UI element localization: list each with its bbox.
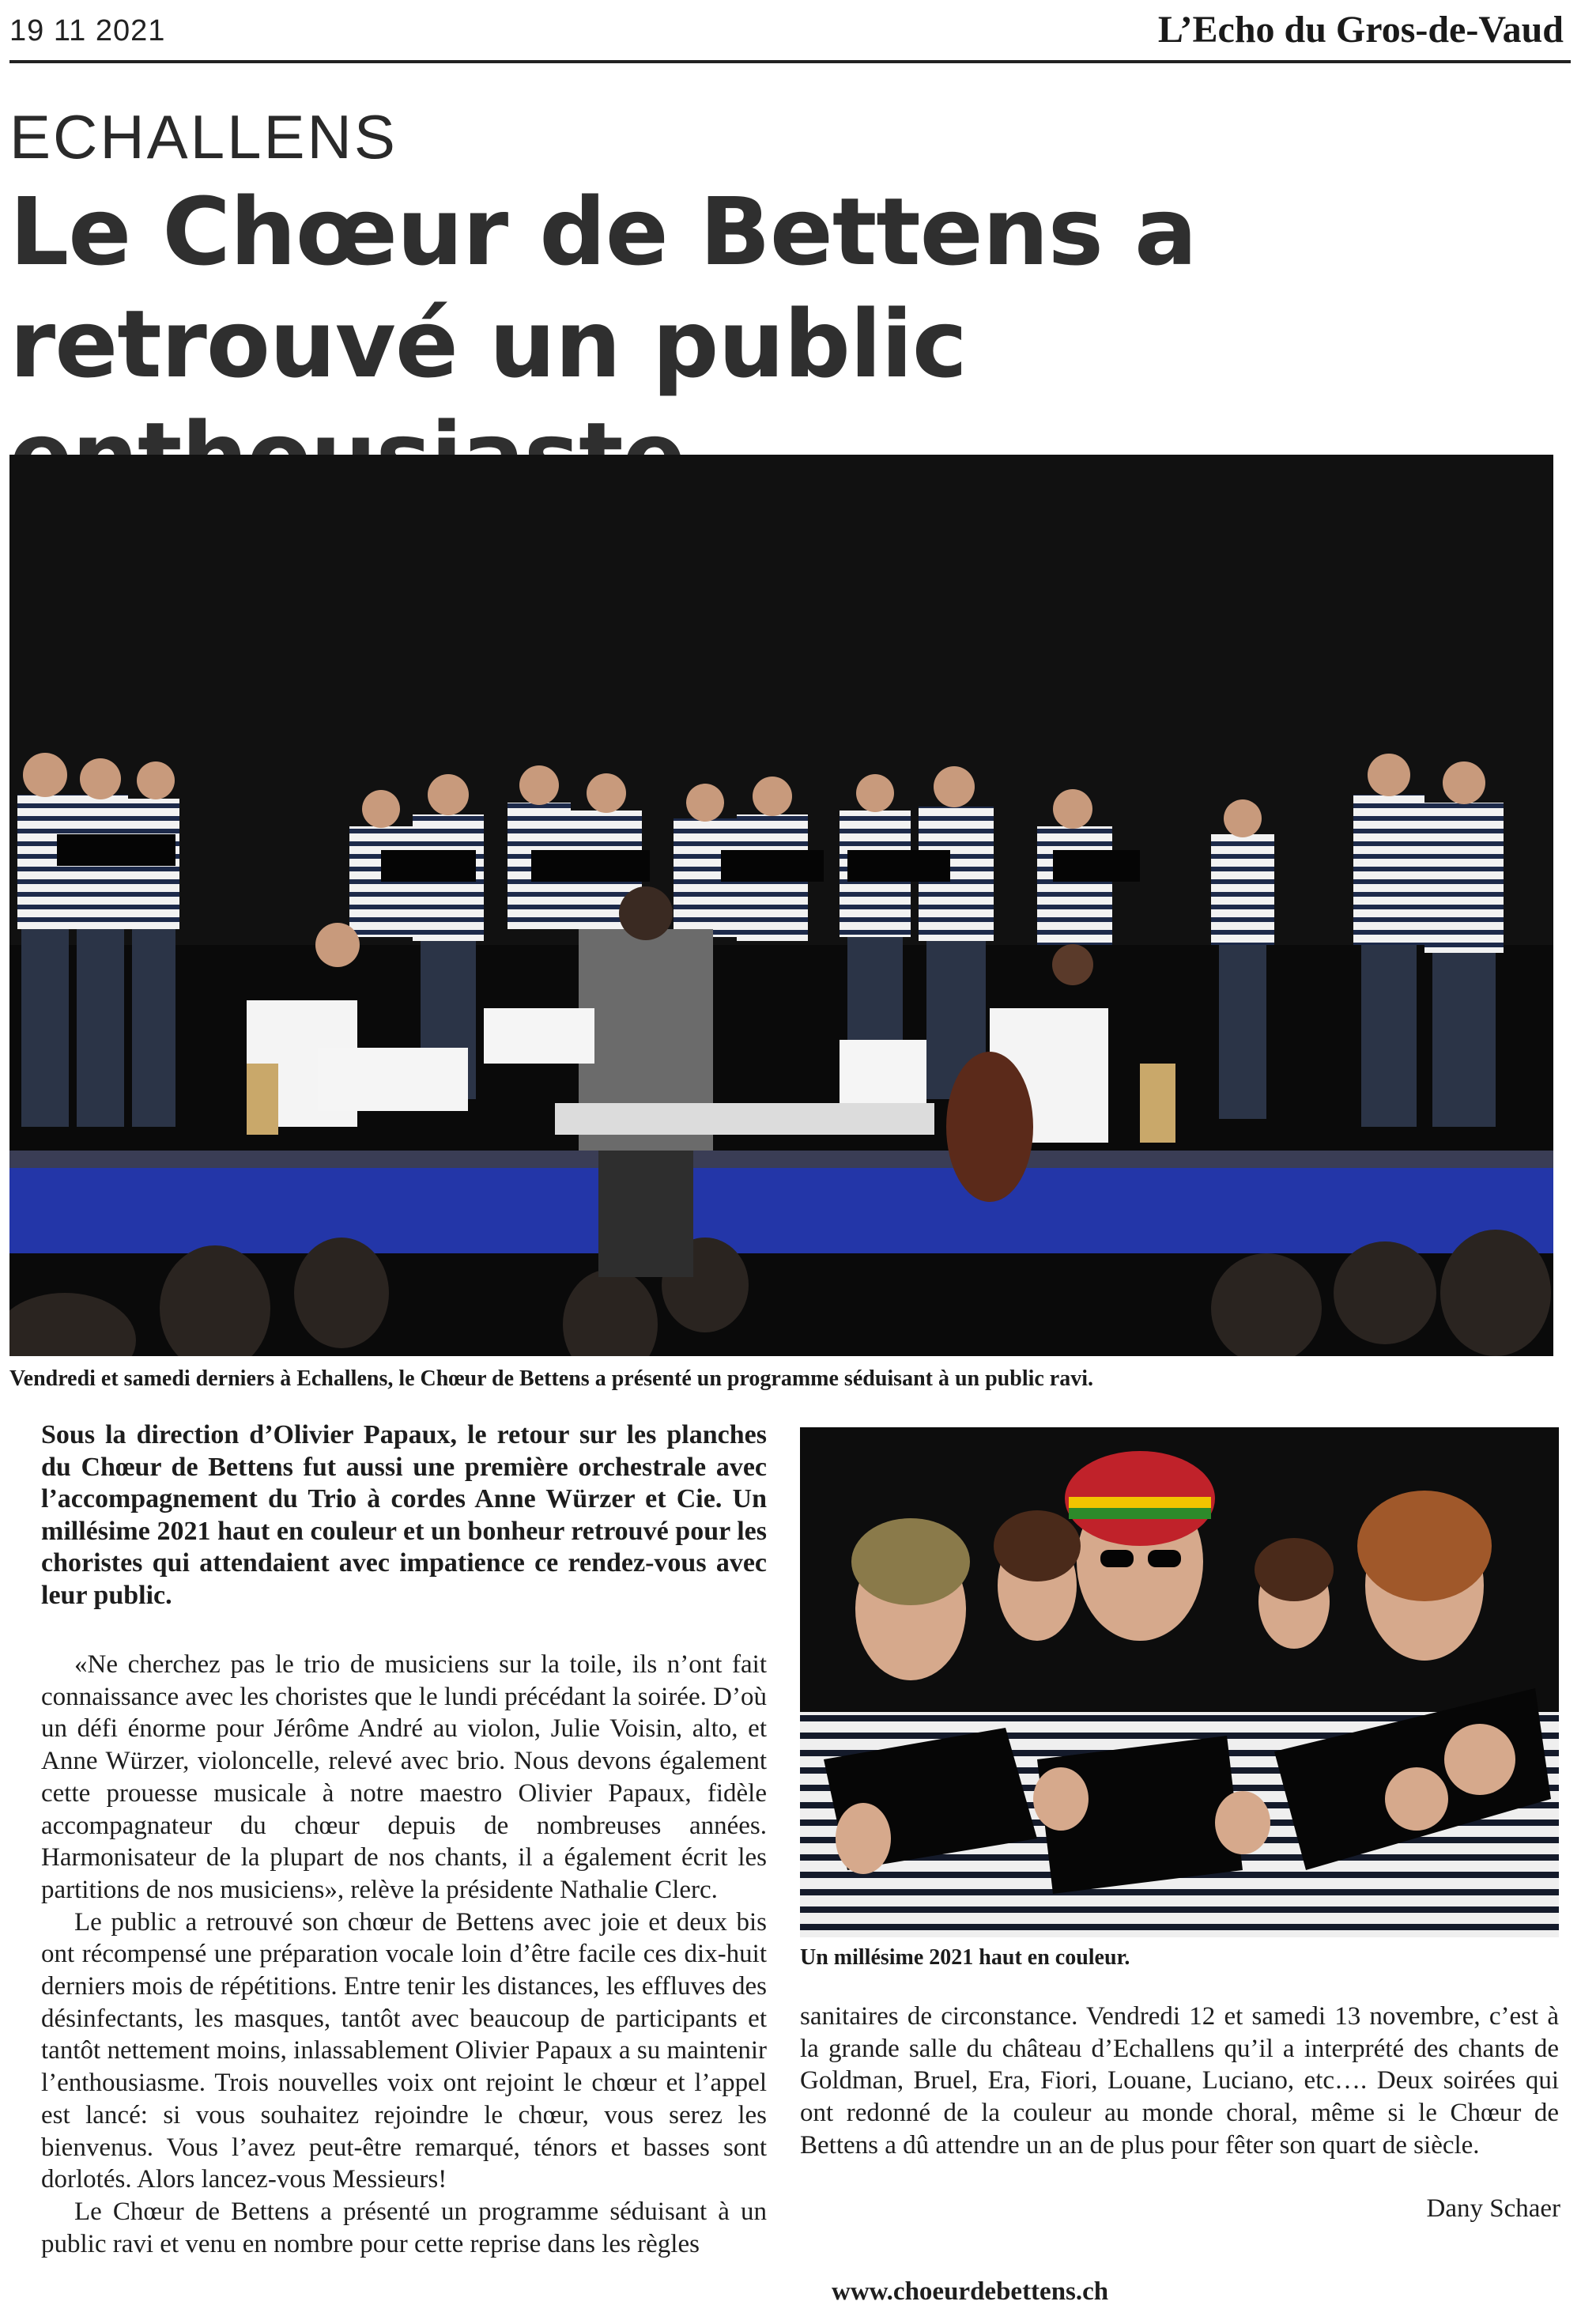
body-paragraph: «Ne cherchez pas le trio de musiciens sur la toile, ils n’ont fait connaissance avec les choristes que le lundi précédant la soirée. D’où un défi énorme pour Jérôme André au violon, Julie Voisin, alto, et Anne Würzer, violoncelle, relevé avec brio. Nous devons également cette prouesse musicale à notre maestro Olivier Papaux, fidèle accompagnateur du chœur depuis de nombreuses années. Harmonisateur de la plupart de nos chants, il a également écrit les partitions de nos musiciens», relève la présidente Nathalie Clerc. bbox=[41, 1650, 767, 1904]
article-author: Dany Schaer bbox=[1426, 2194, 1560, 2223]
newspaper-name: L’Echo du Gros-de-Vaud bbox=[1157, 9, 1564, 51]
header-divider bbox=[9, 60, 1571, 63]
article-body-column-2 bbox=[800, 2001, 1559, 2162]
choir-stage-illustration bbox=[9, 455, 1553, 1356]
body-paragraph: Le public a retrouvé son chœur de Bettens avec joie et deux bis ont récompensé une préparation vocale loin d’être facile ces dix-huit derniers mois de répétitions. Entre tenir les distances, les effluves des désinfectants, les masques, tantôt avec beaucoup de participants et tantôt nettement moins, inlassablement Olivier Papaux a su maintenir l’enthousiasme. Trois nouvelles voix ont rejoint le chœur et l’appel est lancé: si vous souhaitez rejoindre le chœur, vous serez les bienvenus. Vous l’avez peut-être remarqué, ténors et basses sont dorlotés. Alors lancez-vous Messieurs! bbox=[41, 1907, 767, 2194]
article-body-column-1 bbox=[41, 1649, 767, 2260]
body-paragraph: Le Chœur de Bettens a présenté un programme séduisant à un public ravi et venu en nombre pour cette reprise dans les règles bbox=[41, 2197, 767, 2258]
issue-date: 19 11 2021 bbox=[9, 14, 166, 47]
side-photo-singers bbox=[800, 1427, 1559, 1937]
article-lead: Sous la direction d’Olivier Papaux, le retour sur les planches du Chœur de Bettens fut aussi une première orchestrale avec l’accompagnement du Trio à cordes Anne Würzer et Cie. Un millésime 2021 haut en couleur et un bonheur retrouvé pour les choristes qui attendaient avec impatience ce rendez-vous avec leur public. bbox=[41, 1420, 767, 1610]
side-photo-caption: Un millésime 2021 haut en couleur. bbox=[800, 1945, 1130, 1970]
article-kicker: ECHALLENS bbox=[9, 102, 398, 172]
singers-closeup-illustration bbox=[800, 1427, 1559, 1937]
website-link[interactable]: www.choeurdebettens.ch bbox=[832, 2277, 1109, 2306]
main-photo-caption: Vendredi et samedi derniers à Echallens, le Chœur de Bettens a présenté un programme séduisant à un public ravi. bbox=[9, 1366, 1094, 1391]
main-photo-choir-on-stage bbox=[9, 455, 1553, 1356]
body-paragraph: sanitaires de circonstance. Vendredi 12 et samedi 13 novembre, c’est à la grande salle du château d’Echallens qu’il a interprété des chants de Goldman, Bruel, Era, Fiori, Louane, Luciano, etc…. Deux soirées qui ont redonné de la couleur au monde choral, même si le Chœur de Bettens a dû attendre un an de plus pour fêter son quart de siècle. bbox=[800, 2002, 1559, 2160]
article-headline: Le Chœur de Bettens a retrouvé un public bbox=[9, 177, 1197, 399]
